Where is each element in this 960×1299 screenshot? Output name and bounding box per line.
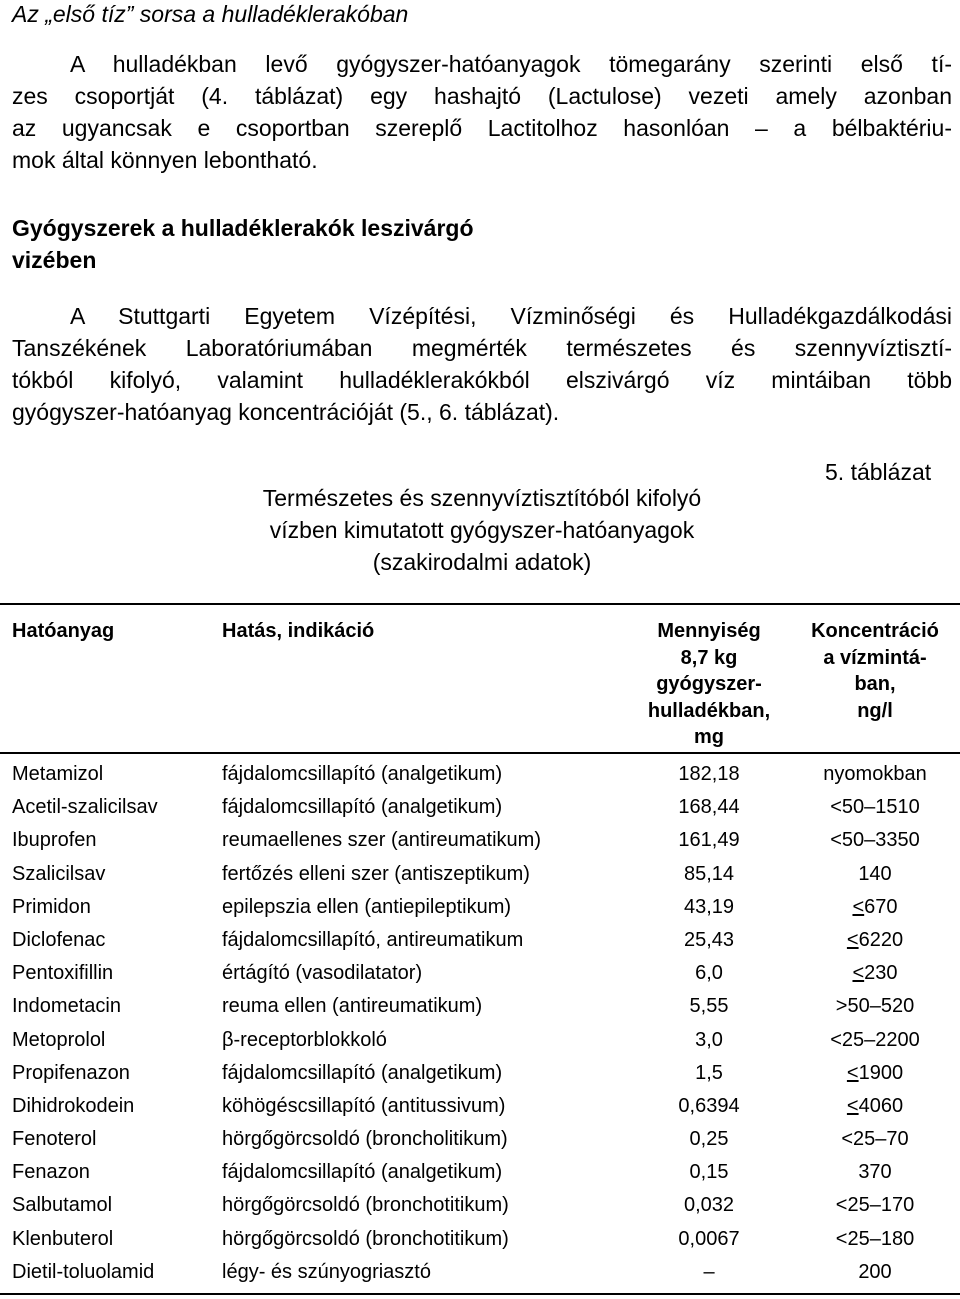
concentration-cell: <6220	[846, 928, 904, 951]
table-header-rule	[0, 752, 960, 754]
table-row	[0, 891, 960, 924]
heading-line: vizében	[12, 247, 97, 273]
body-line: gyógyszer-hatóanyag koncentrációját (5., 6. táblázat).	[12, 399, 560, 425]
amount-cell: 168,44	[678, 796, 740, 819]
table-row	[0, 924, 960, 957]
concentration-cell: >50–520	[835, 995, 915, 1018]
table-row	[0, 1123, 960, 1156]
intro-line: mok által könnyen lebontható.	[12, 147, 318, 173]
header-concentration-line: ban,	[854, 673, 896, 695]
substance-cell: Szalicilsav	[12, 862, 106, 885]
intro-line: az ugyancsak e csoportban szereplő Lactitolhoz hasonlóan – a bélbaktériu-	[12, 115, 952, 141]
table-row	[0, 824, 960, 857]
header-amount-line: 8,7 kg	[680, 646, 738, 669]
section-title: Az „első tíz” sorsa a hulladéklerakóban	[12, 1, 409, 27]
caption-line: vízben kimutatott gyógyszer-hatóanyagok	[269, 517, 695, 543]
amount-cell: 3,0	[695, 1028, 723, 1051]
substance-cell: Dietil-toluolamid	[12, 1260, 155, 1283]
substance-cell: Metoprolol	[12, 1028, 106, 1051]
amount-cell: 85,14	[683, 862, 735, 885]
caption-line: (szakirodalmi adatok)	[372, 549, 592, 575]
table-row	[0, 858, 960, 891]
effect-cell: reumaellenes szer (antireumatikum)	[222, 829, 542, 852]
body-line: A Stuttgarti Egyetem Vízépítési, Vízminőségi és Hulladékgazdálkodási	[70, 303, 952, 329]
caption-line: Természetes és szennyvíztisztítóból kifolyó	[262, 485, 702, 511]
substance-cell: Metamizol	[12, 763, 104, 785]
header-amount-line: Mennyiség	[657, 620, 761, 642]
concentration-cell: 370	[858, 1161, 892, 1184]
substance-cell: Propifenazon	[12, 1061, 130, 1084]
header-concentration-line: ng/l	[857, 699, 893, 722]
amount-cell: 0,0067	[678, 1227, 740, 1250]
effect-cell: értágító (vasodilatator)	[222, 962, 423, 985]
concentration-cell: 140	[858, 862, 892, 885]
table-row	[0, 1256, 960, 1289]
substance-cell: Klenbuterol	[12, 1227, 114, 1250]
amount-cell: 25,43	[683, 928, 735, 951]
table-row	[0, 791, 960, 824]
header-amount-line: hulladékban,	[647, 699, 771, 722]
effect-cell: hörgőgörcsoldó (bronchotitikum)	[222, 1227, 509, 1250]
concentration-cell: <25–180	[835, 1227, 915, 1250]
amount-cell: 0,6394	[678, 1094, 740, 1117]
effect-cell: fájdalomcsillapító (analgetikum)	[222, 763, 503, 785]
effect-cell: epilepszia ellen (antiepileptikum)	[222, 895, 512, 918]
effect-cell: fájdalomcsillapító, antireumatikum	[222, 928, 524, 951]
amount-cell: 6,0	[695, 962, 723, 985]
body-line: Tanszékének Laboratóriumában megmérték természetes és szennyvíztisztí-	[12, 335, 952, 361]
header-amount-line: gyógyszer-	[656, 673, 762, 695]
table-body	[0, 758, 960, 1289]
effect-cell: hörgőgörcsoldó (broncholitikum)	[222, 1128, 508, 1151]
table-row	[0, 758, 960, 791]
header-amount-line: mg	[694, 726, 724, 748]
header-amount	[636, 618, 782, 751]
amount-cell: 43,19	[683, 895, 735, 918]
table-row	[0, 1223, 960, 1256]
substance-cell: Fenoterol	[12, 1128, 97, 1151]
concentration-cell: <230	[852, 962, 898, 985]
substance-cell: Indometacin	[12, 995, 121, 1018]
effect-cell: fertőzés elleni szer (antiszeptikum)	[222, 862, 530, 885]
concentration-cell: <4060	[846, 1094, 904, 1117]
effect-cell: β-receptorblokkoló	[222, 1028, 387, 1051]
heading-line: Gyógyszerek a hulladéklerakók leszivárgó	[12, 215, 474, 241]
amount-cell: 182,18	[678, 763, 740, 785]
amount-cell: 5,55	[689, 995, 729, 1018]
amount-cell: –	[703, 1260, 715, 1283]
table-bottom-rule	[0, 1293, 960, 1295]
header-concentration-line: Koncentráció	[811, 620, 939, 642]
concentration-cell: <25–170	[835, 1194, 915, 1217]
concentration-cell: <50–1510	[830, 796, 920, 819]
effect-cell: fájdalomcsillapító (analgetikum)	[222, 796, 503, 819]
concentration-cell: <670	[852, 895, 898, 918]
amount-cell: 0,25	[689, 1128, 729, 1151]
amount-cell: 161,49	[678, 829, 740, 852]
header-substance: Hatóanyag	[12, 620, 115, 642]
table-row	[0, 1189, 960, 1222]
table-top-rule	[0, 603, 960, 605]
concentration-cell: <50–3350	[830, 829, 920, 852]
effect-cell: légy- és szúnyogriasztó	[222, 1260, 431, 1283]
substance-cell: Salbutamol	[12, 1194, 113, 1217]
section-heading	[12, 212, 474, 276]
intro-line: A hulladékban levő gyógyszer-hatóanyagok tömegarány szerinti első tí-	[70, 51, 952, 77]
table-row	[0, 1156, 960, 1189]
header-effect: Hatás, indikáció	[222, 620, 375, 642]
table-row	[0, 1024, 960, 1057]
table-number: 5. táblázat	[825, 459, 932, 485]
effect-cell: köhögéscsillapító (antitussivum)	[222, 1094, 506, 1117]
table-row	[0, 1057, 960, 1090]
concentration-cell: <25–70	[841, 1128, 909, 1151]
concentration-cell: <1900	[846, 1061, 904, 1084]
body-line: tókból kifolyó, valamint hulladéklerakókból elszivárgó víz mintáiban több	[12, 367, 952, 393]
body-paragraph	[12, 300, 952, 428]
substance-cell: Primidon	[12, 895, 91, 918]
table-row	[0, 957, 960, 990]
amount-cell: 0,032	[683, 1194, 735, 1217]
intro-line: zes csoportját (4. táblázat) egy hashajtó (Lactulose) vezeti amely azonban	[12, 83, 952, 109]
amount-cell: 0,15	[689, 1161, 729, 1184]
effect-cell: fájdalomcsillapító (analgetikum)	[222, 1161, 503, 1184]
amount-cell: 1,5	[695, 1061, 723, 1084]
concentration-cell: <25–2200	[830, 1028, 920, 1051]
substance-cell: Acetil-szalicilsav	[12, 796, 158, 819]
effect-cell: fájdalomcsillapító (analgetikum)	[222, 1061, 503, 1084]
table-caption	[160, 482, 804, 578]
effect-cell: reuma ellen (antireumatikum)	[222, 995, 483, 1018]
substance-cell: Pentoxifillin	[12, 962, 114, 985]
concentration-cell: nyomokban	[823, 763, 927, 785]
substance-cell: Ibuprofen	[12, 829, 97, 852]
table-row	[0, 990, 960, 1023]
intro-paragraph	[12, 48, 952, 176]
substance-cell: Fenazon	[12, 1161, 90, 1184]
table-row	[0, 1090, 960, 1123]
header-concentration-line: a vízmintá-	[823, 646, 927, 669]
header-concentration	[800, 618, 950, 724]
effect-cell: hörgőgörcsoldó (bronchotitikum)	[222, 1194, 509, 1217]
concentration-cell: 200	[858, 1260, 892, 1283]
substance-cell: Diclofenac	[12, 928, 106, 951]
substance-cell: Dihidrokodein	[12, 1094, 135, 1117]
